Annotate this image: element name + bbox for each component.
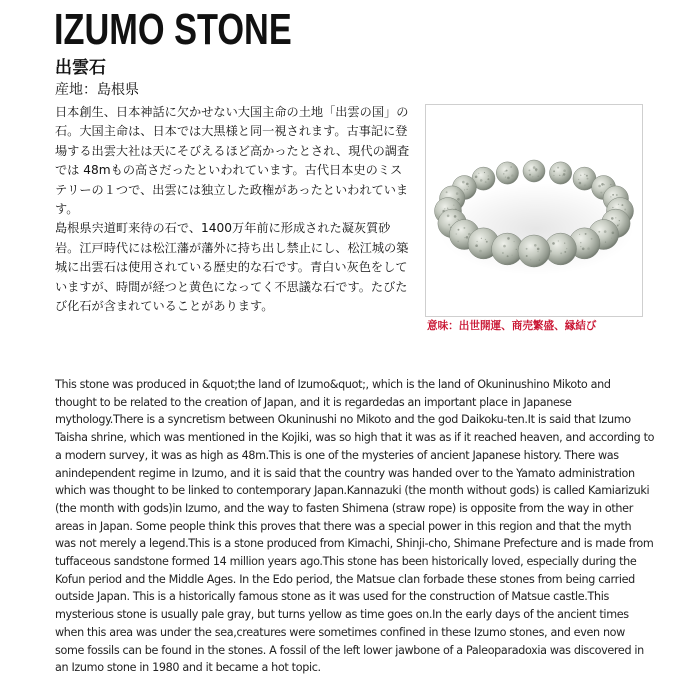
english-description: This stone was produced in &quot;the land of Izumo&quot;, which is the land of Okuninushino Mikoto and thought to be related to the creation of Japan, and it is regardedas an important place in Japanese mythology.There is a syncretism between Okuninushi no Mikoto and the god Daikoku-ten.It is said that Izumo Taisha shrine, which was mentioned in the Kojiki, was so high that it was as if it reached heaven, and according to a modern survey, it was as high as 48m.This is one of the mysteries of ancient Japanese history. There was anindependent regime in Izumo, and it is said that the country was handed over to the Yamato administration which was thought to be linked to contemporary Japan.Kannazuki (the month without gods) is called Kamiarizuki (the month with gods)in Izumo, and the way to fasten Shimena (straw rope) is opposite from the way in other areas in Japan. Some people think this proves that there was a special power in this region and that the myth was not merely a legend.This is a stone produced from Kimachi, Shinji-cho, Shimane Prefecture and is made from tuffaceous sandstone formed 14 million years ago.This stone has been historically loved, especially during the Kofun period and the Middle Ages. In the Edo period, the Matsue clan forbade these stones from being carried outside Japan. This is a historically famous stone as it was used for the construction of Matsue castle.This mysterious stone is usually pale gray, but turns yellow as time goes on.In the early days of the ancient times when this area was under the sea,creatures were sometimes confined in these Izumo stones, and even now some fossils can be found in the stones. A fossil of the left lower jawbone of a Paleoparadoxia was discovered in an Izumo stone in 1980 and it became a hot topic. <box>55 378 655 675</box>
japanese-paragraph-1: 日本創生、日本神話に欠かせない大国主命の土地「出雲の国」の石。大国主命は、日本では大黒様と同一視されます。古事記に登場する出雲大社は天にそびえるほど高かったとされ、現代の調査では 48mもの高さだったといわれています。古代日本史のミステリーの１つで、出雲には独立した政権があったといわれています。 <box>55 105 410 217</box>
meaning-caption: 意味：出世開運、商売繁盛、縁結び <box>427 320 597 332</box>
japanese-paragraph-2: 島根県宍道町来待の石で、1400万年前に形成された凝灰質砂岩。江戸時代には松江藩が藩外に持ち出し禁止にし、松江城の築城に出雲石は使用されている歴史的な石です。青白い灰色をしていますが、時間が経つと黄色になってく不思議な石です。たびたび化石が含まれていることがあります。 <box>55 221 409 314</box>
bracelet-bead <box>550 162 572 184</box>
bracelet-photo <box>425 104 643 317</box>
japanese-description <box>55 103 410 316</box>
origin-label: 産地：島根県 <box>55 82 139 98</box>
page-subtitle-japanese: 出雲石 <box>55 58 106 78</box>
bracelet-bead <box>518 235 550 267</box>
page-title: IZUMO STONE <box>54 5 292 54</box>
bracelet-image <box>426 105 642 316</box>
bracelet-bead <box>523 160 545 182</box>
bracelet-bead <box>496 162 518 184</box>
